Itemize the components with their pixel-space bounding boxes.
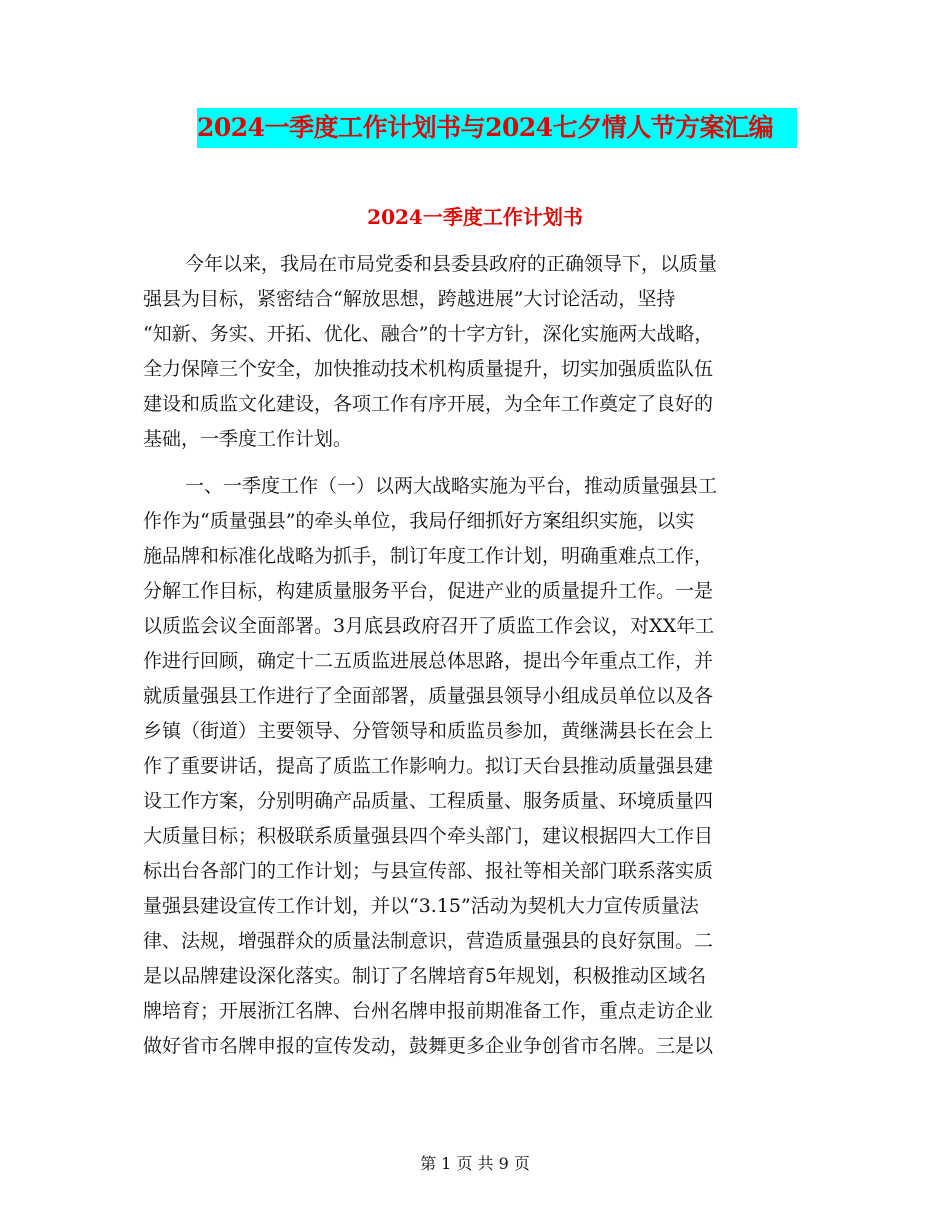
section-title: 2024一季度工作计划书 bbox=[367, 205, 583, 229]
paragraph-line: 基础，一季度工作计划。 bbox=[143, 428, 353, 450]
paragraph-line: 以质监会议全面部署。3月底县政府召开了质监工作会议，对XX年工 bbox=[143, 615, 715, 637]
paragraph-line: 律、法规，增强群众的质量法制意识，营造质量强县的良好氛围。二 bbox=[143, 930, 714, 952]
paragraph-line: 今年以来，我局在市局党委和县委县政府的正确领导下，以质量 bbox=[185, 253, 718, 275]
paragraph-line: 全力保障三个安全，加快推动技术机构质量提升，切实加强质监队伍 bbox=[143, 358, 714, 380]
paragraph-line: 施品牌和标准化战略为抓手，制订年度工作计划，明确重难点工作， bbox=[143, 545, 714, 567]
paragraph-line: 是以品牌建设深化落实。制订了名牌培育5年规划，积极推动区域名 bbox=[143, 965, 707, 987]
document-title: 2024一季度工作计划书与2024七夕情人节方案汇编 bbox=[197, 108, 797, 148]
paragraph-line: “知新、务实、开拓、优化、融合”的十字方针，深化实施两大战略， bbox=[143, 323, 714, 345]
paragraph-line: 大质量目标；积极联系质量强县四个牵头部门，建议根据四大工作目 bbox=[143, 825, 714, 847]
paragraph-line: 分解工作目标，构建质量服务平台，促进产业的质量提升工作。一是 bbox=[143, 580, 714, 602]
paragraph-line: 量强县建设宣传工作计划，并以“3.15”活动为契机大力宣传质量法 bbox=[143, 895, 699, 917]
paragraph-line: 牌培育；开展浙江名牌、台州名牌申报前期准备工作，重点走访企业 bbox=[143, 1000, 714, 1022]
paragraph-line: 乡镇（街道）主要领导、分管领导和质监员参加，黄继满县长在会上 bbox=[143, 720, 714, 742]
paragraph-line: 一、一季度工作（一）以两大战略实施为平台，推动质量强县工 bbox=[185, 475, 718, 497]
paragraph-line: 就质量强县工作进行了全面部署，质量强县领导小组成员单位以及各 bbox=[143, 685, 714, 707]
paragraph-line: 作进行回顾，确定十二五质监进展总体思路，提出今年重点工作，并 bbox=[143, 650, 714, 672]
paragraph-line: 设工作方案，分别明确产品质量、工程质量、服务质量、环境质量四 bbox=[143, 790, 714, 812]
paragraph-line: 作作为“质量强县”的牵头单位，我局仔细抓好方案组织实施，以实 bbox=[143, 510, 695, 532]
paragraph-line: 强县为目标，紧密结合“解放思想，跨越进展”大讨论活动，坚持 bbox=[143, 288, 676, 310]
page-footer: 第 1 页 共 9 页 bbox=[420, 1154, 530, 1173]
paragraph-line: 做好省市名牌申报的宣传发动，鼓舞更多企业争创省市名牌。三是以 bbox=[143, 1035, 714, 1057]
paragraph-line: 建设和质监文化建设，各项工作有序开展，为全年工作奠定了良好的 bbox=[143, 393, 714, 415]
paragraph-line: 作了重要讲话，提高了质监工作影响力。拟订天台县推动质量强县建 bbox=[143, 755, 714, 777]
paragraph-line: 标出台各部门的工作计划；与县宣传部、报社等相关部门联系落实质 bbox=[143, 860, 714, 882]
